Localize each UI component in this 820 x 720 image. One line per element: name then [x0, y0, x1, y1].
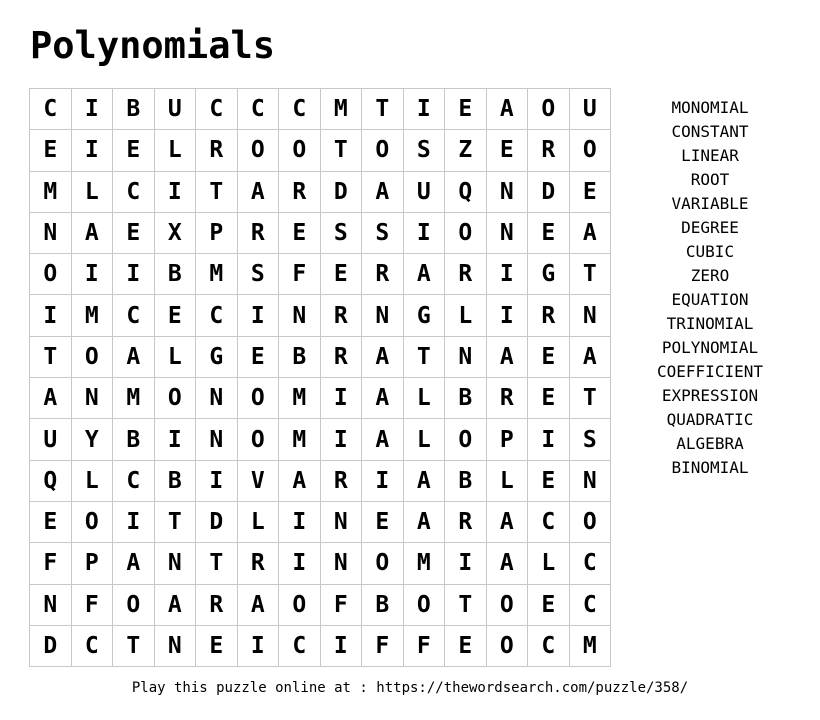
grid-cell[interactable]: E — [362, 502, 404, 543]
grid-cell[interactable]: C — [30, 89, 72, 130]
grid-cell[interactable]: F — [72, 585, 114, 626]
grid-cell[interactable]: T — [155, 502, 197, 543]
grid-cell[interactable]: C — [113, 172, 155, 213]
grid-cell[interactable]: S — [570, 419, 612, 460]
grid-cell[interactable]: I — [445, 543, 487, 584]
word-list-item: MONOMIAL — [671, 98, 749, 117]
grid-cell[interactable]: I — [362, 461, 404, 502]
grid-cell[interactable]: O — [238, 130, 280, 171]
grid-cell[interactable]: C — [196, 295, 238, 336]
grid-cell[interactable]: B — [279, 337, 321, 378]
grid-cell[interactable]: S — [238, 254, 280, 295]
grid-cell[interactable]: O — [238, 419, 280, 460]
grid-cell[interactable]: R — [238, 543, 280, 584]
grid-cell[interactable]: N — [30, 213, 72, 254]
grid-cell[interactable]: E — [528, 585, 570, 626]
grid-cell[interactable]: N — [155, 543, 197, 584]
grid-cell[interactable]: T — [196, 172, 238, 213]
grid-cell[interactable]: A — [404, 254, 446, 295]
grid-cell[interactable]: O — [570, 502, 612, 543]
grid-cell[interactable]: E — [528, 337, 570, 378]
grid-cell[interactable]: A — [404, 461, 446, 502]
grid-cell[interactable]: Y — [72, 419, 114, 460]
grid-cell[interactable]: R — [321, 295, 363, 336]
grid-cell[interactable]: E — [321, 254, 363, 295]
grid-cell[interactable]: R — [196, 130, 238, 171]
grid-cell[interactable]: M — [72, 295, 114, 336]
grid-cell[interactable]: D — [196, 502, 238, 543]
grid-cell[interactable]: C — [570, 585, 612, 626]
grid-cell[interactable]: B — [362, 585, 404, 626]
grid-cell[interactable]: O — [72, 502, 114, 543]
grid-cell[interactable]: N — [445, 337, 487, 378]
grid-cell[interactable]: A — [279, 461, 321, 502]
grid-cell[interactable]: C — [113, 461, 155, 502]
grid-cell[interactable]: O — [279, 130, 321, 171]
grid-cell[interactable]: R — [321, 337, 363, 378]
grid-cell[interactable]: R — [196, 585, 238, 626]
grid-cell[interactable]: N — [279, 295, 321, 336]
grid-cell[interactable]: R — [528, 295, 570, 336]
grid-cell[interactable]: I — [30, 295, 72, 336]
grid-cell[interactable]: B — [155, 254, 197, 295]
grid-cell[interactable]: A — [238, 585, 280, 626]
grid-cell[interactable]: R — [528, 130, 570, 171]
grid-cell[interactable]: I — [155, 419, 197, 460]
grid-cell[interactable]: I — [196, 461, 238, 502]
grid-cell[interactable]: E — [445, 89, 487, 130]
grid-cell[interactable]: B — [113, 419, 155, 460]
grid-cell[interactable]: Z — [445, 130, 487, 171]
grid-cell[interactable]: R — [279, 172, 321, 213]
grid-cell[interactable]: O — [30, 254, 72, 295]
grid-cell[interactable]: B — [155, 461, 197, 502]
grid-cell[interactable]: I — [321, 378, 363, 419]
grid-cell[interactable]: O — [445, 419, 487, 460]
grid-cell[interactable]: N — [155, 626, 197, 667]
grid-cell[interactable]: C — [279, 89, 321, 130]
grid-cell[interactable]: T — [570, 254, 612, 295]
grid-cell[interactable]: R — [445, 502, 487, 543]
grid-cell[interactable]: I — [113, 254, 155, 295]
grid-cell[interactable]: E — [528, 461, 570, 502]
grid-cell[interactable]: A — [72, 213, 114, 254]
grid-cell[interactable]: P — [487, 419, 529, 460]
grid-cell[interactable]: E — [238, 337, 280, 378]
grid-cell[interactable]: M — [570, 626, 612, 667]
grid-cell[interactable]: C — [72, 626, 114, 667]
grid-cell[interactable]: L — [445, 295, 487, 336]
grid-cell[interactable]: N — [196, 378, 238, 419]
grid-cell[interactable]: G — [404, 295, 446, 336]
grid-cell[interactable]: F — [404, 626, 446, 667]
grid-cell[interactable]: T — [30, 337, 72, 378]
grid-cell[interactable]: N — [321, 502, 363, 543]
grid-cell[interactable]: R — [362, 254, 404, 295]
grid-cell[interactable]: I — [404, 89, 446, 130]
letter-grid — [29, 88, 611, 667]
grid-cell[interactable]: A — [487, 89, 529, 130]
grid-cell[interactable]: E — [487, 130, 529, 171]
grid-cell[interactable]: N — [487, 213, 529, 254]
grid-cell[interactable]: U — [404, 172, 446, 213]
grid-cell[interactable]: O — [404, 585, 446, 626]
grid-cell[interactable]: N — [30, 585, 72, 626]
grid-cell[interactable]: P — [196, 213, 238, 254]
grid-cell[interactable]: N — [196, 419, 238, 460]
grid-cell[interactable]: D — [30, 626, 72, 667]
grid-cell[interactable]: U — [30, 419, 72, 460]
grid-cell[interactable]: O — [445, 213, 487, 254]
grid-cell[interactable]: S — [404, 130, 446, 171]
grid-cell[interactable]: X — [155, 213, 197, 254]
grid-cell[interactable]: A — [30, 378, 72, 419]
grid-cell[interactable]: I — [321, 626, 363, 667]
page-title: Polynomials — [30, 24, 276, 67]
grid-cell[interactable]: O — [238, 378, 280, 419]
grid-cell[interactable]: A — [487, 543, 529, 584]
grid-cell[interactable]: G — [196, 337, 238, 378]
grid-cell[interactable]: S — [321, 213, 363, 254]
grid-cell[interactable]: T — [404, 337, 446, 378]
grid-cell[interactable]: E — [445, 626, 487, 667]
word-list-item: COEFFICIENT — [657, 362, 763, 381]
grid-cell[interactable]: B — [113, 89, 155, 130]
grid-cell[interactable]: I — [72, 254, 114, 295]
grid-cell[interactable]: I — [72, 130, 114, 171]
word-list-item: QUADRATIC — [666, 410, 754, 429]
grid-cell[interactable]: A — [113, 337, 155, 378]
grid-cell[interactable]: N — [362, 295, 404, 336]
word-list-item: ROOT — [690, 170, 730, 189]
word-list-item: ALGEBRA — [676, 434, 744, 453]
grid-cell[interactable]: M — [196, 254, 238, 295]
word-list-item: BINOMIAL — [671, 458, 749, 477]
word-list-item: LINEAR — [681, 146, 739, 165]
grid-cell[interactable]: Q — [445, 172, 487, 213]
grid-cell[interactable]: F — [30, 543, 72, 584]
grid-cell[interactable]: F — [279, 254, 321, 295]
grid-cell[interactable]: A — [362, 172, 404, 213]
word-list-item: DEGREE — [681, 218, 739, 237]
grid-cell[interactable]: M — [279, 378, 321, 419]
grid-cell[interactable]: A — [487, 502, 529, 543]
grid-cell[interactable]: E — [113, 213, 155, 254]
grid-cell[interactable]: I — [321, 419, 363, 460]
word-list-item: EXPRESSION — [661, 386, 759, 405]
grid-cell[interactable]: E — [30, 130, 72, 171]
grid-cell[interactable]: U — [155, 89, 197, 130]
grid-cell[interactable]: T — [362, 89, 404, 130]
grid-cell[interactable]: L — [487, 461, 529, 502]
grid-cell[interactable]: C — [279, 626, 321, 667]
grid-cell[interactable]: S — [362, 213, 404, 254]
grid-cell[interactable]: I — [487, 254, 529, 295]
grid-cell[interactable]: C — [528, 626, 570, 667]
grid-cell[interactable]: I — [279, 543, 321, 584]
grid-cell[interactable]: T — [321, 130, 363, 171]
grid-cell[interactable]: C — [238, 89, 280, 130]
grid-cell[interactable]: C — [570, 543, 612, 584]
grid-cell[interactable]: B — [445, 378, 487, 419]
grid-cell[interactable]: Q — [30, 461, 72, 502]
grid-cell[interactable]: T — [113, 626, 155, 667]
grid-cell[interactable]: R — [445, 254, 487, 295]
grid-cell[interactable]: E — [570, 172, 612, 213]
grid-cell[interactable]: T — [196, 543, 238, 584]
grid-cell[interactable]: U — [570, 89, 612, 130]
grid-cell[interactable]: A — [113, 543, 155, 584]
word-list — [640, 96, 780, 480]
grid-cell[interactable]: L — [72, 172, 114, 213]
grid-cell[interactable]: L — [238, 502, 280, 543]
grid-cell[interactable]: E — [155, 295, 197, 336]
grid-cell[interactable]: I — [238, 295, 280, 336]
grid-cell[interactable]: M — [113, 378, 155, 419]
grid-cell[interactable]: O — [528, 89, 570, 130]
grid-cell[interactable]: E — [528, 378, 570, 419]
grid-cell[interactable]: C — [196, 89, 238, 130]
grid-cell[interactable]: O — [362, 543, 404, 584]
grid-cell[interactable]: O — [362, 130, 404, 171]
grid-cell[interactable]: R — [321, 461, 363, 502]
grid-cell[interactable]: A — [570, 213, 612, 254]
grid-cell[interactable]: I — [279, 502, 321, 543]
grid-cell[interactable]: L — [155, 337, 197, 378]
grid-cell[interactable]: N — [72, 378, 114, 419]
grid-cell[interactable]: A — [362, 419, 404, 460]
word-list-item: CONSTANT — [671, 122, 749, 141]
grid-cell[interactable]: E — [30, 502, 72, 543]
grid-cell[interactable]: A — [362, 337, 404, 378]
grid-cell[interactable]: I — [72, 89, 114, 130]
grid-cell[interactable]: O — [487, 585, 529, 626]
grid-cell[interactable]: I — [487, 295, 529, 336]
grid-cell[interactable]: I — [528, 419, 570, 460]
grid-cell[interactable]: O — [279, 585, 321, 626]
grid-cell[interactable]: F — [321, 585, 363, 626]
grid-cell[interactable]: O — [487, 626, 529, 667]
grid-cell[interactable]: F — [362, 626, 404, 667]
grid-cell[interactable]: I — [155, 172, 197, 213]
grid-cell[interactable]: L — [404, 419, 446, 460]
grid-cell[interactable]: I — [238, 626, 280, 667]
grid-cell[interactable]: C — [113, 295, 155, 336]
grid-cell[interactable]: L — [404, 378, 446, 419]
grid-cell[interactable]: A — [487, 337, 529, 378]
grid-cell[interactable]: E — [528, 213, 570, 254]
grid-cell[interactable]: M — [279, 419, 321, 460]
word-list-item: EQUATION — [671, 290, 749, 309]
grid-cell[interactable]: L — [528, 543, 570, 584]
word-list-item: ZERO — [690, 266, 730, 285]
grid-cell[interactable]: I — [404, 213, 446, 254]
grid-cell[interactable]: A — [238, 172, 280, 213]
grid-cell[interactable]: G — [528, 254, 570, 295]
grid-cell[interactable]: M — [30, 172, 72, 213]
grid-cell[interactable]: O — [72, 337, 114, 378]
grid-cell[interactable]: A — [570, 337, 612, 378]
grid-cell[interactable]: N — [570, 461, 612, 502]
grid-cell[interactable]: T — [570, 378, 612, 419]
grid-cell[interactable]: N — [487, 172, 529, 213]
grid-cell[interactable]: B — [445, 461, 487, 502]
grid-cell[interactable]: O — [570, 130, 612, 171]
grid-cell[interactable]: R — [238, 213, 280, 254]
grid-cell[interactable]: L — [72, 461, 114, 502]
grid-cell[interactable]: N — [321, 543, 363, 584]
grid-cell[interactable]: C — [528, 502, 570, 543]
grid-cell[interactable]: E — [279, 213, 321, 254]
footer-link-text: Play this puzzle online at : https://thewordsearch.com/puzzle/358/ — [131, 680, 689, 696]
grid-cell[interactable]: R — [487, 378, 529, 419]
word-list-item: VARIABLE — [671, 194, 749, 213]
grid-cell[interactable]: A — [404, 502, 446, 543]
grid-cell[interactable]: M — [321, 89, 363, 130]
word-list-item: CUBIC — [685, 242, 735, 261]
grid-cell[interactable]: V — [238, 461, 280, 502]
grid-cell[interactable]: A — [155, 585, 197, 626]
grid-cell[interactable]: I — [113, 502, 155, 543]
word-list-item: TRINOMIAL — [666, 314, 754, 333]
grid-cell[interactable]: O — [155, 378, 197, 419]
grid-cell[interactable]: D — [321, 172, 363, 213]
grid-cell[interactable]: T — [445, 585, 487, 626]
grid-cell[interactable]: E — [113, 130, 155, 171]
grid-cell[interactable]: M — [404, 543, 446, 584]
grid-cell[interactable]: P — [72, 543, 114, 584]
word-list-item: POLYNOMIAL — [661, 338, 759, 357]
grid-cell[interactable]: O — [113, 585, 155, 626]
grid-cell[interactable]: D — [528, 172, 570, 213]
grid-cell[interactable]: L — [155, 130, 197, 171]
grid-cell[interactable]: E — [196, 626, 238, 667]
grid-cell[interactable]: A — [362, 378, 404, 419]
grid-cell[interactable]: N — [570, 295, 612, 336]
